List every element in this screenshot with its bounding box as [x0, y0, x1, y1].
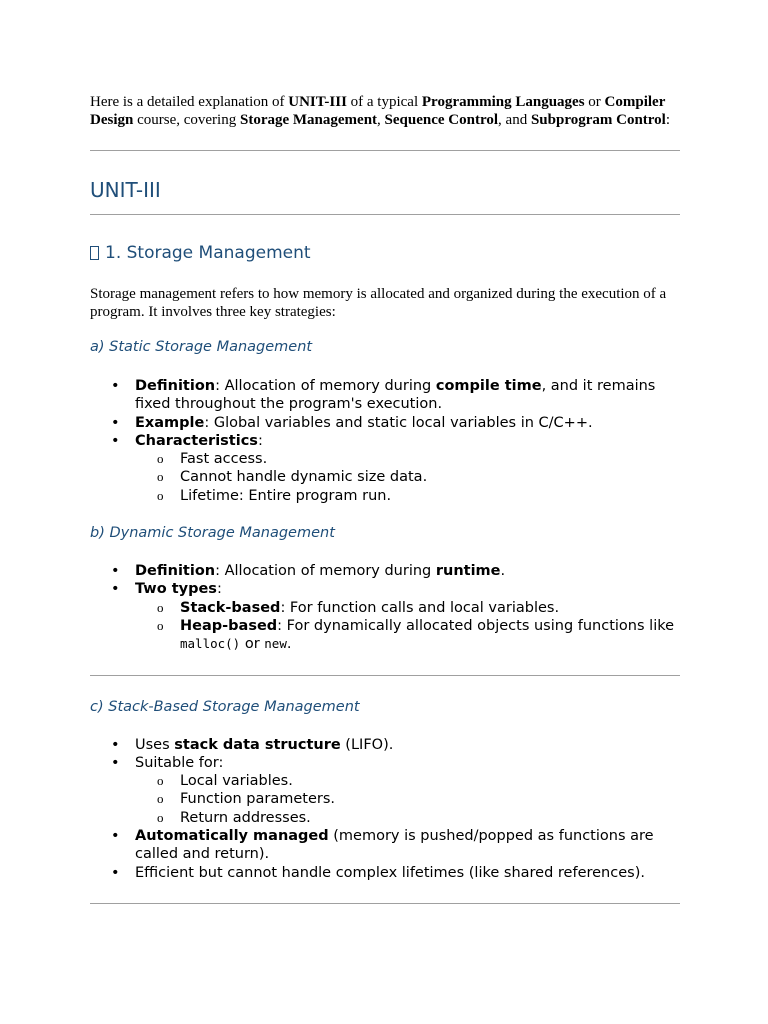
- item-label: Characteristics: [135, 432, 258, 449]
- list-item: [90, 414, 680, 432]
- item-bold: compile time: [435, 378, 542, 394]
- intro-text: or: [584, 94, 605, 110]
- intro-bold-topic: Subprogram Control: [530, 112, 666, 128]
- subheading-dynamic: b) Dynamic Storage Management: [90, 525, 335, 542]
- sub-list-item: [180, 599, 680, 617]
- static-list: [90, 377, 680, 505]
- characteristics-list: [135, 450, 680, 505]
- suitable-list: [135, 772, 680, 827]
- types-list: [135, 599, 680, 654]
- item-text: : For function calls and local variables.: [280, 599, 560, 616]
- item-label: Heap-based: [180, 617, 278, 634]
- intro-paragraph: [90, 93, 680, 129]
- item-text: :: [216, 581, 222, 598]
- divider: [90, 150, 680, 151]
- list-item: [90, 827, 680, 864]
- intro-text: course, covering: [133, 112, 240, 128]
- intro-text: :: [665, 112, 671, 128]
- subheading-stack: c) Stack-Based Storage Management: [90, 698, 360, 715]
- item-text: : Allocation of memory during: [215, 563, 436, 580]
- sub-list-item: [180, 617, 680, 654]
- divider: [90, 903, 680, 904]
- intro-bold-course-alt: Compiler Design: [90, 94, 666, 128]
- item-text: : For dynamically allocated objects using functions like: [277, 617, 675, 634]
- list-item: [90, 377, 680, 414]
- inline-code: malloc(): [180, 636, 241, 652]
- item-bold: runtime: [435, 563, 501, 580]
- intro-text: of a typical: [346, 94, 422, 110]
- item-bold: stack data structure: [174, 736, 341, 753]
- item-bold: Automatically managed: [135, 828, 329, 845]
- missing-glyph-icon: [90, 246, 99, 260]
- sub-list-item: o Cannot handle dynamic size data.: [180, 468, 680, 486]
- intro-text: Here is a detailed explanation of: [90, 94, 289, 110]
- section-description: Storage management refers to how memory is allocated and organized during the execution of a program. It involves three key strategies:: [90, 286, 667, 320]
- item-label: Definition: [135, 563, 216, 580]
- sub-list-item: o Return addresses.: [180, 809, 680, 827]
- intro-bold-topic: Storage Management: [239, 112, 378, 128]
- unit-title: UNIT-III: [90, 178, 161, 202]
- section-heading-storage: [90, 243, 680, 263]
- intro-text: ,: [377, 112, 385, 128]
- list-item: [90, 432, 680, 505]
- inline-code: new: [264, 636, 287, 652]
- subheading-static: a) Static Storage Management: [90, 339, 313, 355]
- item-text: , and it remains fixed throughout the program's execution.: [135, 378, 656, 413]
- item-text: (memory is pushed/popped as functions are called and return).: [135, 828, 654, 863]
- document-page: [90, 93, 680, 904]
- list-item: • Efficient but cannot handle complex lifetimes (like shared references).: [90, 864, 680, 882]
- item-text: :: [257, 432, 263, 449]
- item-text: Suitable for:: [135, 754, 224, 771]
- list-item: [90, 562, 680, 580]
- item-label: Stack-based: [180, 599, 281, 616]
- sub-list-item: o Fast access.: [180, 450, 680, 468]
- item-text: .: [286, 636, 292, 653]
- intro-text: , and: [498, 112, 531, 128]
- item-label: Two types: [135, 581, 217, 598]
- item-text: or: [240, 636, 265, 653]
- sub-list-item: o Function parameters.: [180, 790, 680, 808]
- list-item: [90, 754, 680, 827]
- intro-bold-course: Programming Languages: [421, 94, 585, 110]
- divider: [90, 675, 680, 676]
- item-text: (LIFO).: [340, 736, 394, 753]
- item-label: Definition: [135, 378, 216, 394]
- list-item: [90, 736, 680, 754]
- intro-bold-topic: Sequence Control: [384, 112, 499, 128]
- item-label: Example: [135, 414, 205, 431]
- dynamic-list: [90, 562, 680, 653]
- stack-list: [90, 736, 680, 882]
- item-text: : Global variables and static local variables in C/C++.: [204, 414, 593, 431]
- section-title: 1. Storage Management: [105, 243, 311, 263]
- sub-list-item: o Lifetime: Entire program run.: [180, 487, 680, 505]
- sub-list-item: o Local variables.: [180, 772, 680, 790]
- item-text: Uses: [135, 736, 175, 753]
- intro-bold-unit: UNIT-III: [288, 94, 347, 110]
- item-text: .: [500, 563, 506, 580]
- item-text: : Allocation of memory during: [215, 378, 436, 394]
- divider: [90, 214, 680, 215]
- list-item: [90, 580, 680, 653]
